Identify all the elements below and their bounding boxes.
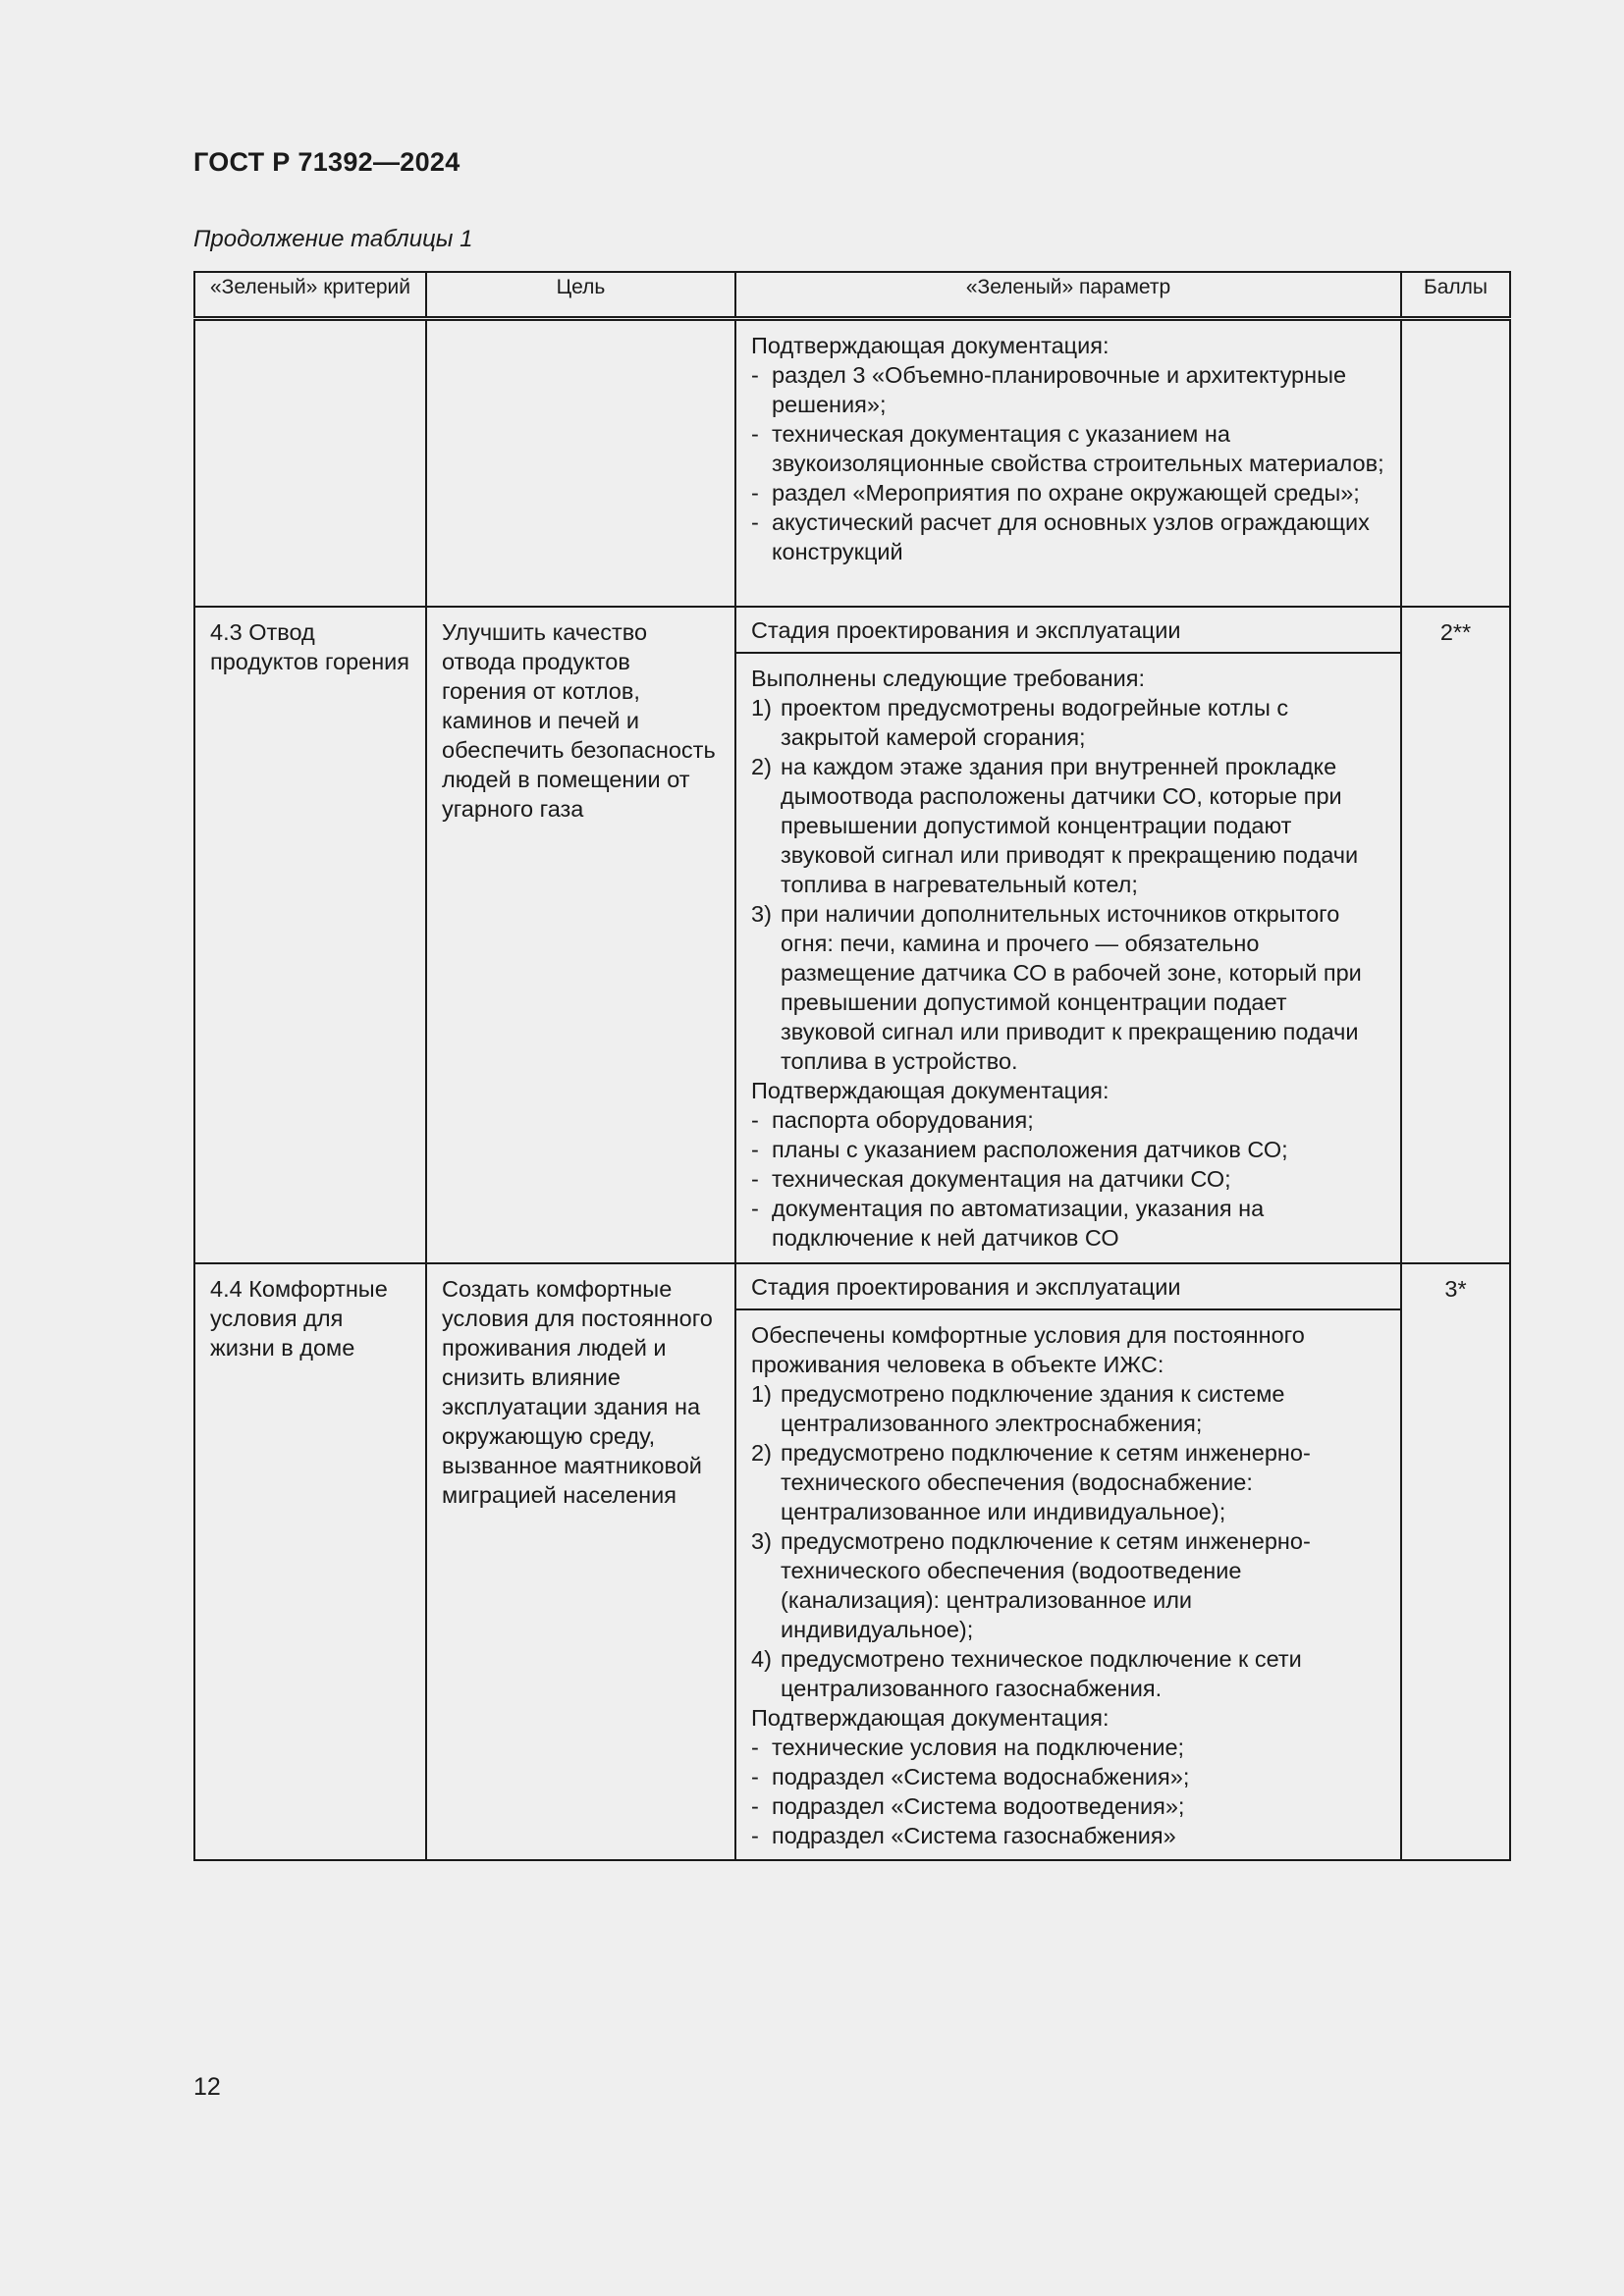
list-item <box>751 1644 1386 1703</box>
goal-text: Улучшить качество отвода продуктов горения от котлов, каминов и печей и обеспечить безопасность людей в помещении от угарного газа <box>442 619 716 822</box>
docs-title: Подтверждающая документация: <box>751 1078 1110 1103</box>
list-marker: - <box>751 480 766 506</box>
list-item-text: акустический расчет для основных узлов ограждающих конструкций <box>772 509 1370 564</box>
list-marker: - <box>751 1793 766 1819</box>
list-item <box>751 1194 1386 1253</box>
goal-cell-empty <box>426 319 735 608</box>
goal-cell <box>426 1263 735 1860</box>
parameter-body <box>736 654 1400 1258</box>
requirements-list <box>751 693 1386 1076</box>
list-item <box>751 1733 1386 1762</box>
list-marker: - <box>751 1166 766 1192</box>
list-item <box>751 360 1386 419</box>
list-item <box>751 693 1386 752</box>
docs-list <box>751 360 1386 566</box>
docs-title: Подтверждающая документация: <box>751 333 1110 358</box>
list-item <box>751 1438 1386 1526</box>
points-value: 3* <box>1444 1276 1467 1302</box>
list-item <box>751 1526 1386 1644</box>
list-marker: - <box>751 1735 766 1760</box>
list-item-text: подраздел «Система водоснабжения»; <box>772 1764 1190 1789</box>
criterion-cell-empty <box>194 319 426 608</box>
docs-title: Подтверждающая документация: <box>751 1705 1110 1731</box>
list-item-text: подраздел «Система газоснабжения» <box>772 1823 1176 1848</box>
parameter-body <box>736 1310 1400 1856</box>
list-marker: 3) <box>751 1528 779 1554</box>
points-cell-empty <box>1401 319 1510 608</box>
list-item-text: предусмотрено подключение здания к системе централизованного электроснабжения; <box>781 1381 1285 1436</box>
list-item-text: предусмотрено подключение к сетям инженерно-технического обеспечения (водоснабжение: централизованное или индивидуальное); <box>781 1440 1311 1524</box>
points-value: 2** <box>1439 619 1472 645</box>
parameter-cell <box>735 607 1401 1263</box>
list-item-text: планы с указанием расположения датчиков СО; <box>772 1137 1288 1162</box>
column-header-goal: Цель <box>426 272 735 319</box>
list-item <box>751 478 1386 507</box>
page-number: 12 <box>193 2073 221 2101</box>
criterion-cell <box>194 607 426 1263</box>
requirements-list <box>751 1379 1386 1703</box>
criteria-table <box>193 271 1511 1861</box>
list-item-text: техническая документация с указанием на звукоизоляционные свойства строительных материалов; <box>772 421 1384 476</box>
list-item <box>751 1791 1386 1821</box>
list-marker: 2) <box>751 754 779 779</box>
list-marker: - <box>751 1196 766 1221</box>
list-item <box>751 752 1386 899</box>
list-item-text: предусмотрено подключение к сетям инженерно-технического обеспечения (водоотведение (канализация): централизованное или индивидуальное); <box>781 1528 1311 1642</box>
list-item-text: раздел «Мероприятия по охране окружающей среды»; <box>772 480 1360 506</box>
list-marker: - <box>751 509 766 535</box>
table-row-4-4 <box>194 1263 1510 1860</box>
list-item-text: документация по автоматизации, указания на подключение к ней датчиков СО <box>772 1196 1265 1251</box>
requirements-intro: Выполнены следующие требования: <box>751 666 1145 691</box>
parameter-cell <box>735 319 1401 608</box>
list-marker: - <box>751 1107 766 1133</box>
list-item-text: при наличии дополнительных источников открытого огня: печи, камина и прочего — обязательно размещение датчика СО в рабочей зоне, который при превышении допустимой концентрации подает звуковой сигнал или приводит к прекращению подачи топлива в устройство. <box>781 901 1362 1074</box>
list-item <box>751 419 1386 478</box>
list-item-text: технические условия на подключение; <box>772 1735 1185 1760</box>
list-item-text: подраздел «Система водоотведения»; <box>772 1793 1185 1819</box>
column-header-criterion: «Зеленый» критерий <box>194 272 426 319</box>
list-marker: 1) <box>751 1381 779 1407</box>
list-item-text: паспорта оборудования; <box>772 1107 1034 1133</box>
list-item <box>751 1762 1386 1791</box>
criterion-text: 4.4 Комфортные условия для жизни в доме <box>210 1276 388 1361</box>
list-marker: 3) <box>751 901 779 927</box>
parameter-docs <box>736 321 1400 572</box>
list-item-text: техническая документация на датчики СО; <box>772 1166 1231 1192</box>
stage-label: Стадия проектирования и эксплуатации <box>736 1264 1400 1310</box>
requirements-intro: Обеспечены комфортные условия для постоянного проживания человека в объекте ИЖС: <box>751 1322 1305 1377</box>
list-marker: 2) <box>751 1440 779 1466</box>
list-item-text: предусмотрено техническое подключение к сети централизованного газоснабжения. <box>781 1646 1302 1701</box>
column-header-points: Баллы <box>1401 272 1510 319</box>
list-item <box>751 1164 1386 1194</box>
parameter-cell <box>735 1263 1401 1860</box>
goal-text: Создать комфортные условия для постоянного проживания людей и снизить влияние эксплуатации здания на окружающую среду, вызванное маятниковой миграцией населения <box>442 1276 713 1508</box>
list-item <box>751 899 1386 1076</box>
list-marker: - <box>751 1137 766 1162</box>
table-header-row <box>194 272 1510 319</box>
docs-list <box>751 1733 1386 1850</box>
list-marker: - <box>751 362 766 388</box>
goal-cell <box>426 607 735 1263</box>
stage-label: Стадия проектирования и эксплуатации <box>736 608 1400 654</box>
list-item <box>751 1135 1386 1164</box>
list-item <box>751 1105 1386 1135</box>
table-row-continued <box>194 319 1510 608</box>
points-cell <box>1401 607 1510 1263</box>
table-row-4-3 <box>194 607 1510 1263</box>
list-marker: - <box>751 1764 766 1789</box>
list-item <box>751 1379 1386 1438</box>
table-caption: Продолжение таблицы 1 <box>193 226 473 252</box>
points-cell <box>1401 1263 1510 1860</box>
list-marker: 1) <box>751 695 779 721</box>
list-marker: - <box>751 421 766 447</box>
list-item <box>751 507 1386 566</box>
document-code: ГОСТ Р 71392—2024 <box>193 147 460 177</box>
docs-list <box>751 1105 1386 1253</box>
column-header-parameter: «Зеленый» параметр <box>735 272 1401 319</box>
list-marker: - <box>751 1823 766 1848</box>
list-item-text: раздел 3 «Объемно-планировочные и архитектурные решения»; <box>772 362 1347 417</box>
list-item-text: на каждом этаже здания при внутренней прокладке дымоотвода расположены датчики СО, которые при превышении допустимой концентрации подают звуковой сигнал или приводят к прекращению подачи топлива в нагревательный котел; <box>781 754 1359 897</box>
list-item-text: проектом предусмотрены водогрейные котлы с закрытой камерой сгорания; <box>781 695 1289 750</box>
list-marker: 4) <box>751 1646 779 1672</box>
criterion-text: 4.3 Отвод продуктов горения <box>210 619 410 674</box>
criterion-cell <box>194 1263 426 1860</box>
list-item <box>751 1821 1386 1850</box>
